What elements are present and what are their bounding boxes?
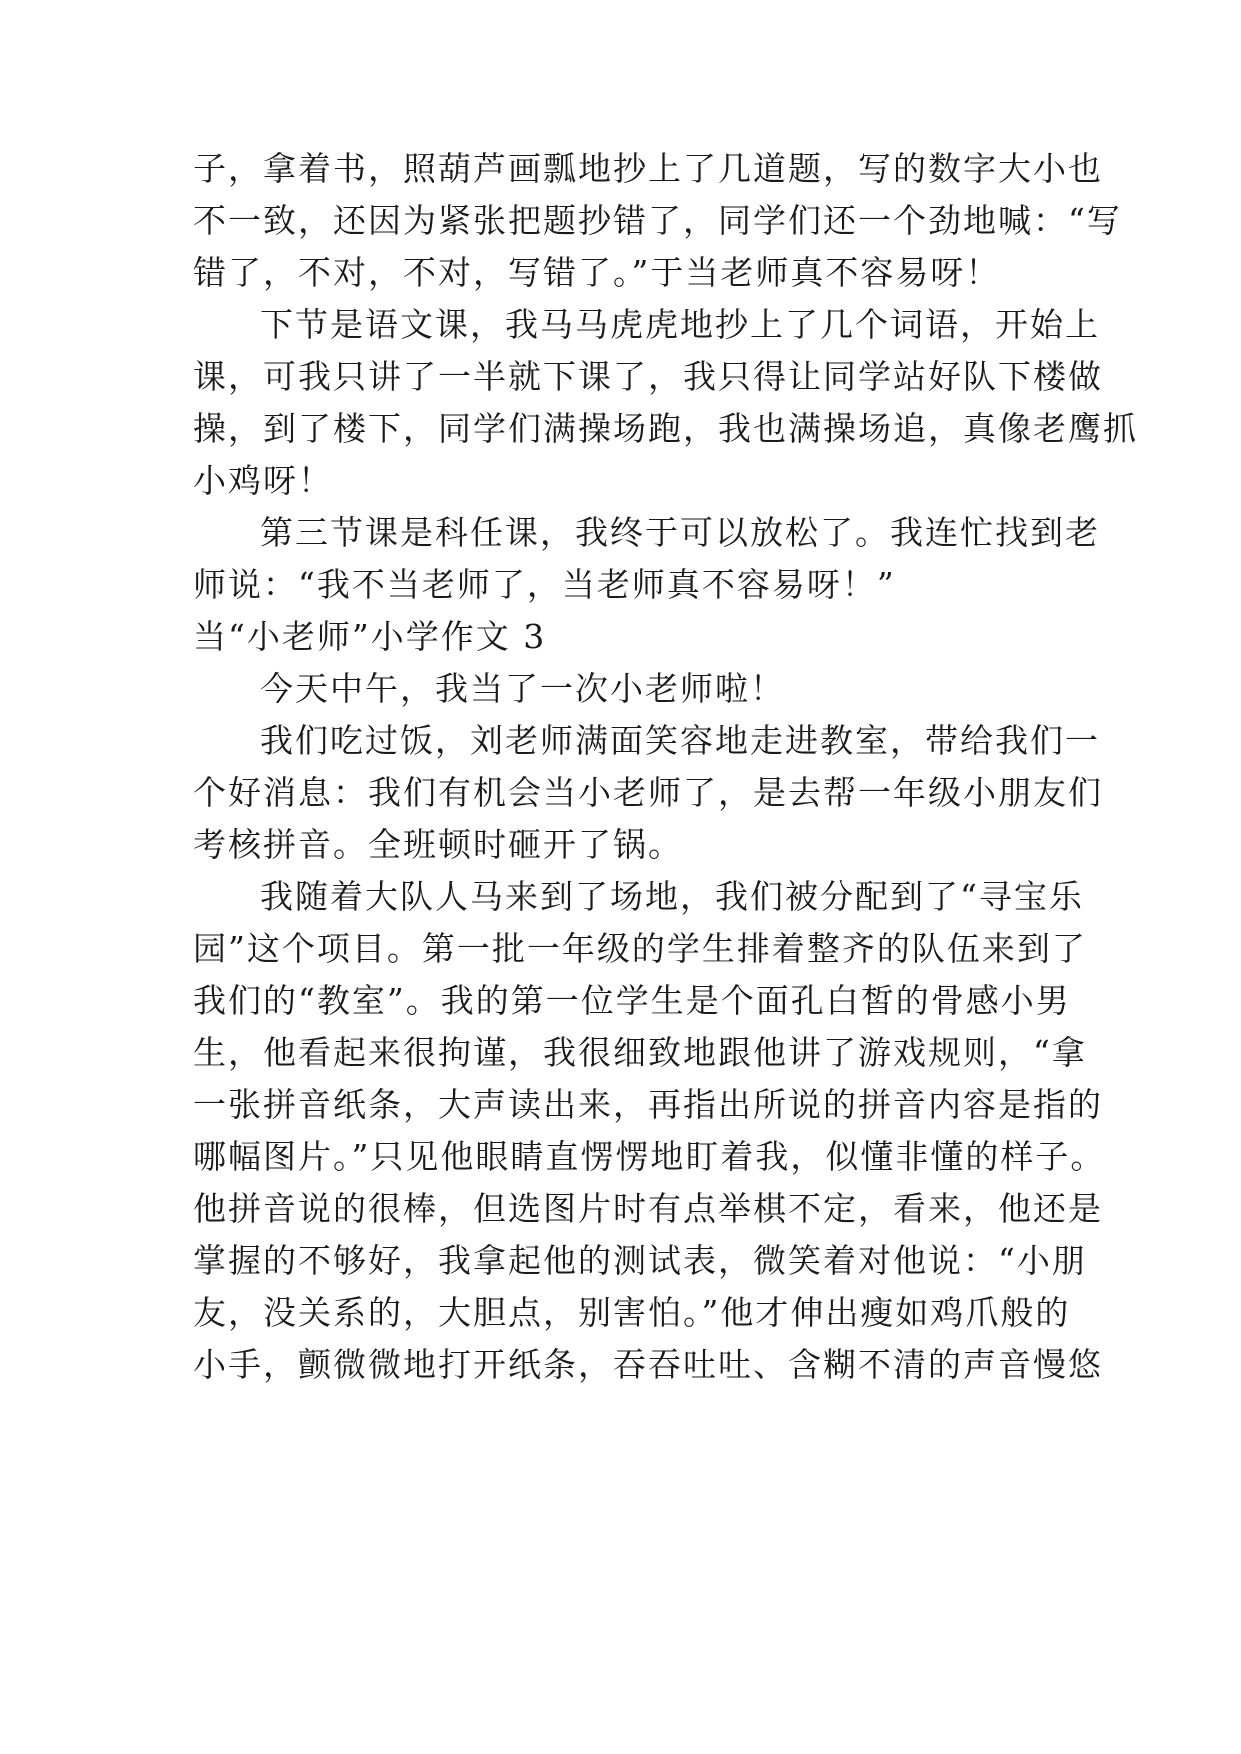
text-line-17: 我们的“教室”。我的第一位学生是个面孔白皙的骨感小男 xyxy=(193,981,1071,1020)
text-line-18: 生，他看起来很拘谨，我很细致地跟他讲了游戏规则，“拿 xyxy=(193,1033,1087,1072)
text-line-13: 个好消息：我们有机会当小老师了，是去帮一年级小朋友们 xyxy=(193,773,1103,812)
text-line-23: 友，没关系的，大胆点，别害怕。”他才伸出瘦如鸡爪般的 xyxy=(193,1293,1071,1332)
paragraph-start-line: 我们吃过饭，刘老师满面笑容地走进教室，带给我们一 xyxy=(260,721,1100,760)
text-line-2: 不一致，还因为紧张把题抄错了，同学们还一个劲地喊：“写 xyxy=(193,201,1122,240)
section-title: 当“小老师”小学作文 3 xyxy=(193,617,547,656)
text-line-20: 哪幅图片。”只见他眼睛直愣愣地盯着我，似懂非懂的样子。 xyxy=(193,1137,1106,1176)
text-line-6: 操，到了楼下，同学们满操场跑，我也满操场追，真像老鹰抓 xyxy=(193,409,1138,448)
text-line-1: 子，拿着书，照葫芦画瓢地抄上了几道题，写的数字大小也 xyxy=(193,149,1103,188)
text-line-22: 掌握的不够好，我拿起他的测试表，微笑着对他说：“小朋 xyxy=(193,1241,1087,1280)
text-line-16: 园”这个项目。第一批一年级的学生排着整齐的队伍来到了 xyxy=(193,929,1087,968)
text-line-7: 小鸡呀！ xyxy=(193,461,333,500)
text-line-21: 他拼音说的很棒，但选图片时有点举棋不定，看来，他还是 xyxy=(193,1189,1103,1228)
text-line-24: 小手，颤微微地打开纸条，吞吞吐吐、含糊不清的声音慢悠 xyxy=(193,1345,1103,1384)
text-line-3: 错了，不对，不对，写错了。”于当老师真不容易呀！ xyxy=(193,253,1001,292)
paragraph-start-line: 下节是语文课，我马马虎虎地抄上了几个词语，开始上 xyxy=(260,305,1100,344)
paragraph-start-line: 我随着大队人马来到了场地，我们被分配到了“寻宝乐 xyxy=(260,877,1084,916)
text-line-19: 一张拼音纸条，大声读出来，再指出所说的拼音内容是指的 xyxy=(193,1085,1103,1124)
text-line-5: 课，可我只讲了一半就下课了，我只得让同学站好队下楼做 xyxy=(193,357,1103,396)
text-line-14: 考核拼音。全班顿时砸开了锅。 xyxy=(193,825,683,864)
paragraph-start-line: 第三节课是科任课，我终于可以放松了。我连忙找到老 xyxy=(260,513,1100,552)
paragraph-start-line: 今天中午，我当了一次小老师啦！ xyxy=(260,669,785,708)
text-line-9: 师说：“我不当老师了，当老师真不容易呀！” xyxy=(193,565,896,604)
